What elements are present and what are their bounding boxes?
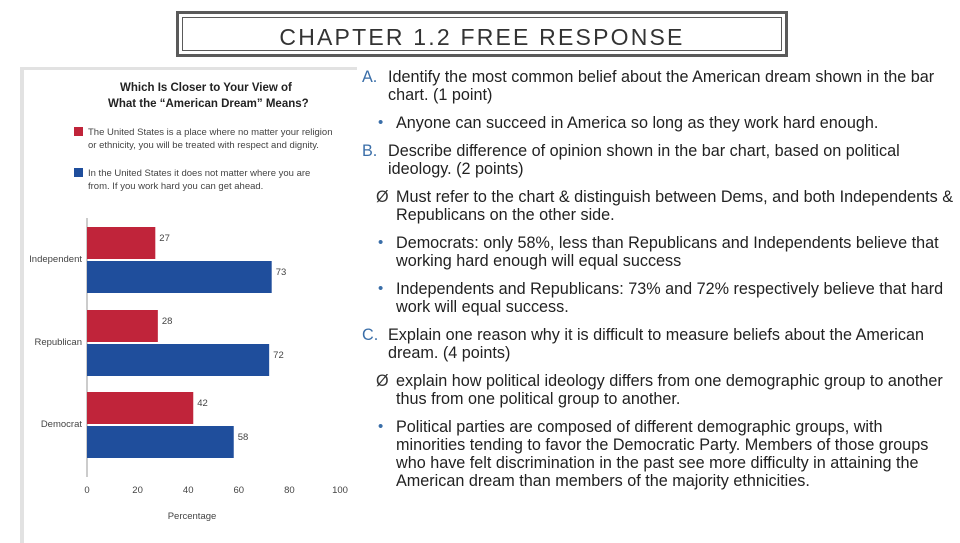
question-letter: A. [362,68,378,86]
chart-x-ticks [84,485,348,496]
bullet-icon: • [378,418,384,435]
x-tick-label-100: 100 [332,485,348,496]
answer-text: Independents and Republicans: 73% and 72% respectively believe that hard work will equal success. [396,280,944,316]
answer-point [362,280,954,316]
legend-label-work-hard-line-1: In the United States it does not matter where you are [88,168,311,179]
bar-chart-image [20,67,357,543]
category-label-republican: Republican [34,337,82,348]
legend-label-respect-line-1: The United States is a place where no matter your religion [88,127,333,138]
question-2 [362,142,954,178]
question-letter: B. [362,142,378,160]
spacer [362,104,954,114]
question-1 [362,68,954,104]
bar-republican-series-1 [87,310,158,342]
legend-swatch-work-hard [74,168,83,177]
answer-point [362,114,954,132]
legend-label-respect-line-2: or ethnicity, you will be treated with respect and dignity. [88,140,319,151]
question-letter: C. [362,326,379,344]
spacer [362,270,954,280]
bullet-icon: • [378,280,384,297]
slide-title-box [176,11,788,57]
spacer [362,178,954,188]
chart-title-line-2: What the “American Dream” Means? [108,98,309,110]
data-label-democrat-series-1: 42 [197,398,208,409]
spacer [362,224,954,234]
question-prompt: Explain one reason why it is difficult to measure beliefs about the American dream. (4 points) [388,326,924,362]
category-label-democrat: Democrat [40,419,82,430]
answer-point [362,188,954,224]
answer-text: Must refer to the chart & distinguish between Dems, and both Independents & Republicans on the other side. [396,188,953,224]
data-label-independent-series-1: 27 [159,233,170,244]
legend-label-work-hard-line-2: from. If you work hard you can get ahead. [88,181,264,192]
arrow-bullet-icon: Ø [376,188,389,206]
x-tick-label-60: 60 [233,485,245,496]
spacer [362,408,954,418]
question-prompt: Describe difference of opinion shown in the bar chart, based on political ideology. (2 points) [388,142,900,178]
answer-text: Anyone can succeed in America so long as they work hard enough. [396,114,879,132]
x-tick-label-0: 0 [84,485,90,496]
chart-bars [29,227,286,458]
answer-text: explain how political ideology differs from one demographic group to another thus from one political group to another. [396,372,943,408]
data-label-republican-series-1: 28 [161,316,173,327]
arrow-bullet-icon: Ø [376,372,389,390]
legend-swatch-respect [74,127,83,136]
data-label-democrat-series-2: 58 [237,432,249,443]
answer-point [362,234,954,270]
data-label-independent-series-2: 73 [275,267,287,278]
question-3 [362,326,954,362]
chart-x-axis-label: Percentage [167,511,217,522]
spacer [362,316,954,326]
bullet-icon: • [378,114,384,131]
answer-point [362,418,954,490]
response-content [362,68,954,490]
bar-democrat-series-1 [87,392,193,424]
bar-democrat-series-2 [87,426,234,458]
bar-chart [24,70,357,540]
chart-title-line-1: Which Is Closer to Your View of [120,82,292,94]
spacer [362,362,954,372]
category-label-independent: Independent [29,254,82,265]
data-label-republican-series-2: 72 [273,350,284,361]
x-tick-label-20: 20 [132,485,143,496]
bar-independent-series-2 [87,261,272,293]
bar-republican-series-2 [87,344,269,376]
spacer [362,132,954,142]
answer-point [362,372,954,408]
question-prompt: Identify the most common belief about the American dream shown in the bar chart. (1 point) [388,68,935,104]
bullet-icon: • [378,234,384,251]
slide-title: CHAPTER 1.2 FREE RESPONSE [279,24,685,50]
x-tick-label-80: 80 [284,485,295,496]
answer-text: Democrats: only 58%, less than Republicans and Independents believe that working hard enough will equal success [396,234,939,270]
answer-text: Political parties are composed of different demographic groups, with minorities tending to favor the Democratic Party. Members of those groups who have felt discrimination in the past see more difficulty in attaining the American dream than members of the majority ethnicities. [396,418,929,490]
x-tick-label-40: 40 [182,485,194,496]
bar-independent-series-1 [87,227,155,259]
